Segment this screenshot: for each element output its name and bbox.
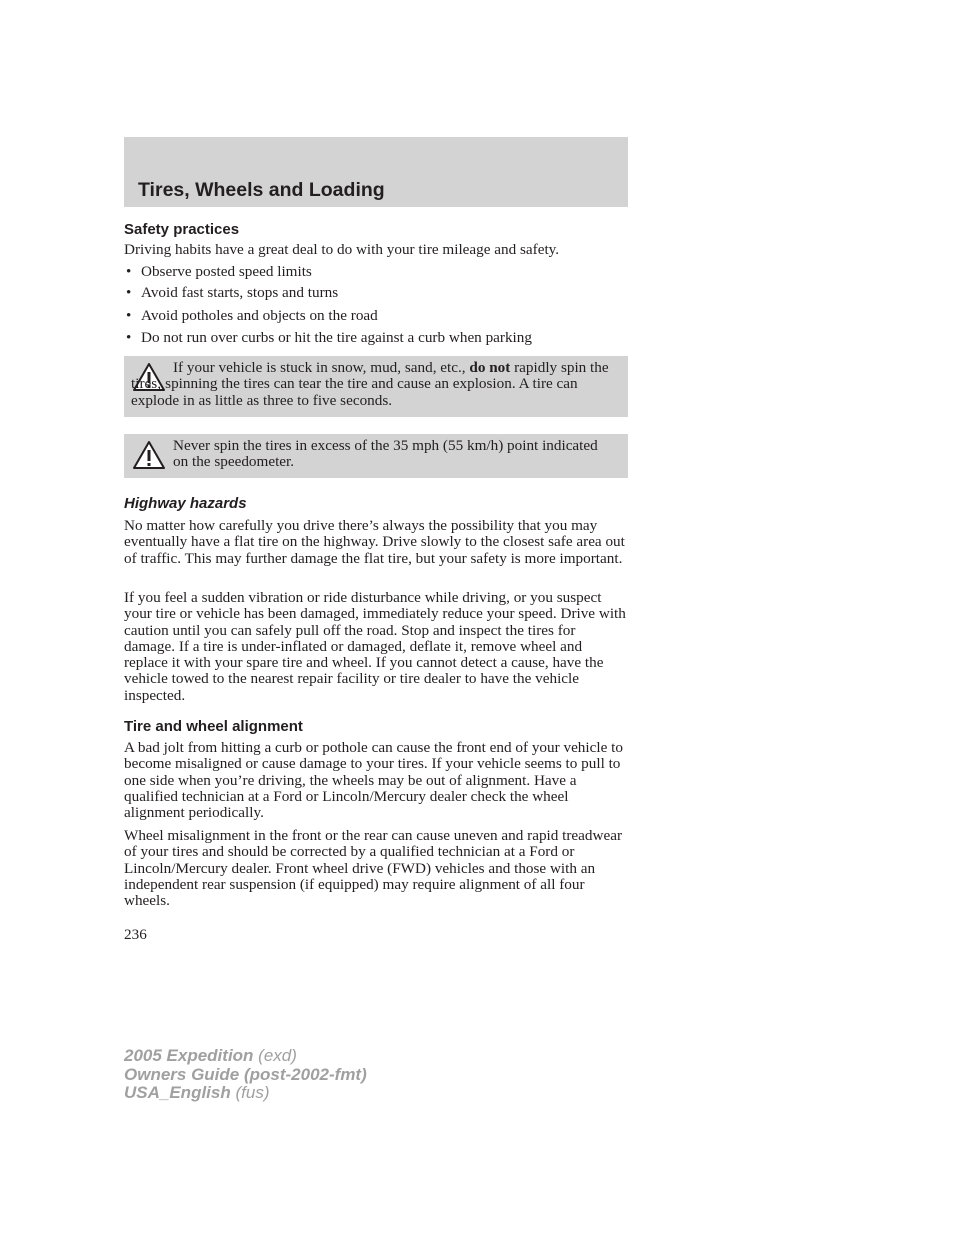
section-header-bar <box>124 137 628 207</box>
page-number: 236 <box>124 926 147 943</box>
safety-practices-heading: Safety practices <box>124 221 240 238</box>
alignment-heading: Tire and wheel alignment <box>124 718 303 735</box>
warning-text-part: rapidly spin the tires; spinning the tires can tear the tire and cause an explosion. A tire can explode in as little as three to five seconds. <box>131 359 609 409</box>
alignment-paragraph-1: A bad jolt from hitting a curb or pothole can cause the front end of your vehicle to become misaligned or cause damage to your tires. If your vehicle seems to pull to one side when you’re driving, the wheels may be out of alignment. Have a qualified technician at a Ford or Lincoln/Mercury dealer check the wheel alignment periodically. <box>124 739 623 822</box>
footer-guide: Owners Guide (post-2002-fmt) <box>124 1064 367 1084</box>
bullet-icon: • <box>126 263 132 280</box>
footer-line-1 <box>124 1047 367 1066</box>
highway-hazards-heading: Highway hazards <box>124 495 247 512</box>
warning-text: Never spin the tires in excess of the 35 mph (55 km/h) point indicated on the speedometer. <box>173 437 598 471</box>
footer-language-code: (fus) <box>235 1083 270 1102</box>
bullet-icon: • <box>126 307 132 324</box>
footer-language: USA_English <box>124 1083 231 1102</box>
bullet-icon: • <box>126 284 132 301</box>
bullet-icon: • <box>126 329 132 346</box>
warning-box <box>124 434 628 478</box>
footer-line-2 <box>124 1066 367 1085</box>
list-item-text: Avoid fast starts, stops and turns <box>141 284 339 301</box>
section-title: Tires, Wheels and Loading <box>138 179 385 201</box>
warning-box <box>124 356 628 417</box>
warning-text-part: If your vehicle is stuck in snow, mud, sand, etc., <box>173 359 466 376</box>
footer-line-3 <box>124 1084 367 1103</box>
safety-intro: Driving habits have a great deal to do with your tire mileage and safety. <box>124 241 560 258</box>
document-footer <box>124 1047 367 1103</box>
alignment-paragraph-2: Wheel misalignment in the front or the rear can cause uneven and rapid treadwear of your tires and should be corrected by a qualified technician at a Ford or Lincoln/Mercury dealer. Front wheel drive (FWD) vehicles and those with an independent rear suspension (if equipped) may require alignment of all four wheels. <box>124 827 623 910</box>
list-item-text: Avoid potholes and objects on the road <box>141 307 378 324</box>
list-item-text: Do not run over curbs or hit the tire against a curb when parking <box>141 329 532 346</box>
list-item-text: Observe posted speed limits <box>141 263 312 280</box>
highway-paragraph-2: If you feel a sudden vibration or ride disturbance while driving, or you suspect your tire or vehicle has been damaged, immediately reduce your speed. Drive with caution until you can safely pull off the road. Stop and inspect the tires for damage. If a tire is under-inflated or damaged, deflate it, remove wheel and replace it with your spare tire and wheel. If you cannot detect a cause, have the vehicle towed to the nearest repair facility or tire dealer to have the vehicle inspected. <box>124 589 626 704</box>
highway-paragraph-1: No matter how carefully you drive there’s always the possibility that you may eventually have a flat tire on the highway. Drive slowly to the closest safe area out of traffic. This may further damage the flat tire, but your safety is more important. <box>124 517 625 567</box>
footer-model: 2005 Expedition <box>124 1046 254 1065</box>
warning-emphasis: do not <box>469 359 511 376</box>
warning-text <box>131 360 612 409</box>
footer-model-code: (exd) <box>258 1046 297 1065</box>
warning-triangle-icon <box>132 440 166 470</box>
